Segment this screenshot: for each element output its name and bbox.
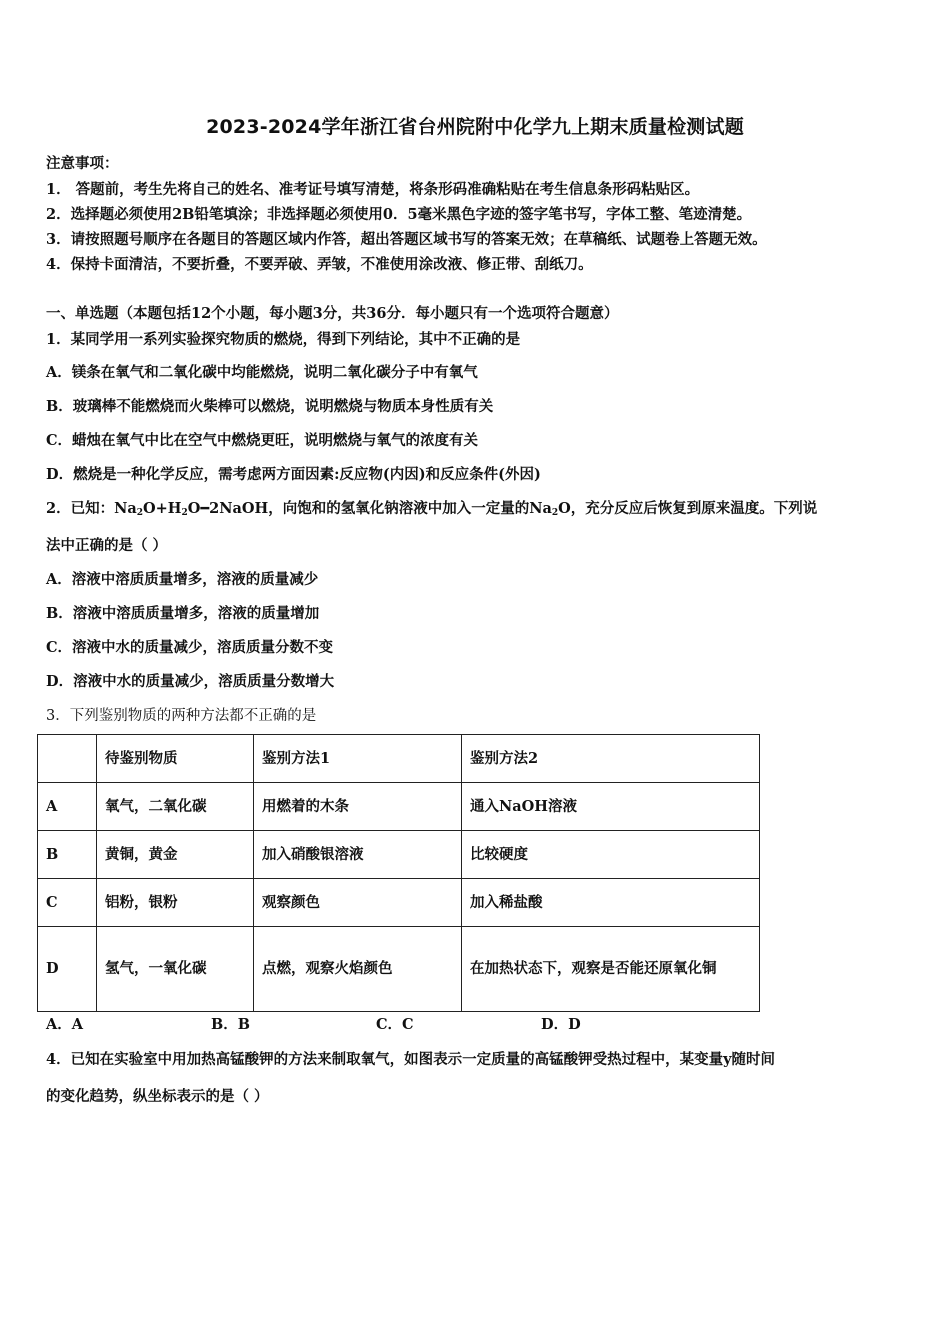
q4-stem-line-2: 的变化趋势，纵坐标表示的是（ ） [46, 1088, 269, 1105]
q2-option-b: B．溶液中溶质质量增多，溶液的质量增加 [46, 605, 320, 622]
q2-stem-part-d: O，充分反应后恢复到原来温度。下列说 [558, 500, 818, 517]
table-header-cell: 鉴别方法2 [462, 735, 760, 783]
table-row [38, 927, 760, 1012]
table-cell: D [38, 927, 97, 1012]
table-cell: C [38, 879, 97, 927]
q2-option-c: C．溶液中水的质量减少，溶质质量分数不变 [46, 639, 334, 656]
page-title: 2023-2024学年浙江省台州院附中化学九上期末质量检测试题 [206, 116, 744, 138]
q2-option-d: D．溶液中水的质量减少，溶质质量分数增大 [46, 673, 335, 690]
q1-option-d: D．燃烧是一种化学反应，需考虑两方面因素:反应物(内因)和反应条件(外因) [46, 466, 541, 483]
q1-option-b: B．玻璃棒不能燃烧而火柴棒可以燃烧，说明燃烧与物质本身性质有关 [46, 398, 494, 415]
table-row [38, 783, 760, 831]
q3-answer-b: B．B [211, 1016, 251, 1033]
notice-item-4: 4．保持卡面清洁，不要折叠，不要弄破、弄皱，不准使用涂改液、修正带、刮纸刀。 [46, 256, 593, 273]
table-cell: 铝粉，银粉 [97, 879, 254, 927]
q2-stem-part-b: O+H [143, 500, 182, 517]
q1-option-a: A．镁条在氧气和二氧化碳中均能燃烧，说明二氧化碳分子中有氧气 [46, 364, 478, 381]
table-header-cell: 待鉴别物质 [97, 735, 254, 783]
notice-item-3: 3．请按照题号顺序在各题目的答题区域内作答，超出答题区域书写的答案无效；在草稿纸、试题卷上答题无效。 [46, 231, 767, 248]
table-header-cell: 鉴别方法1 [254, 735, 462, 783]
table-header-row [38, 735, 760, 783]
table-cell: 通入NaOH溶液 [462, 783, 760, 831]
table-cell: 用燃着的木条 [254, 783, 462, 831]
q2-stem-part-c: O━2NaOH，向饱和的氢氧化钠溶液中加入一定量的Na [187, 500, 552, 517]
q4-stem-line-1: 4．已知在实验室中用加热高锰酸钾的方法来制取氧气，如图表示一定质量的高锰酸钾受热过程中，某变量y随时间 [46, 1051, 776, 1068]
q2-option-a: A．溶液中溶质质量增多，溶液的质量减少 [46, 571, 319, 588]
subscript-2: 2 [181, 508, 188, 518]
q2-stem [46, 497, 817, 518]
table-cell: 加入稀盐酸 [462, 879, 760, 927]
q3-stem: 3．下列鉴别物质的两种方法都不正确的是 [46, 708, 317, 724]
q2-stem-part-a: 2．已知：Na [46, 500, 137, 517]
table-cell: 加入硝酸银溶液 [254, 831, 462, 879]
q3-answer-c: C．C [376, 1016, 414, 1033]
table-header-cell [38, 735, 97, 783]
table-cell: 氢气，一氧化碳 [97, 927, 254, 1012]
q3-answer-a: A．A [46, 1016, 84, 1033]
subscript-2: 2 [551, 508, 559, 518]
q3-answer-d: D．D [541, 1016, 581, 1033]
table-cell: 氧气，二氧化碳 [97, 783, 254, 831]
q3-table [37, 734, 760, 1012]
table-cell: 比较硬度 [462, 831, 760, 879]
q1-option-c: C．蜡烛在氧气中比在空气中燃烧更旺，说明燃烧与氧气的浓度有关 [46, 432, 479, 449]
table-row [38, 831, 760, 879]
notice-item-2: 2．选择题必须使用2B铅笔填涂；非选择题必须使用0．5毫米黑色字迹的签字笔书写，字体工整、笔迹清楚。 [46, 206, 752, 223]
q2-stem-line-2: 法中正确的是（ ） [46, 537, 168, 554]
table-cell: 点燃，观察火焰颜色 [254, 927, 462, 1012]
table-cell: A [38, 783, 97, 831]
notice-heading: 注意事项： [46, 155, 119, 172]
table-cell: 黄铜，黄金 [97, 831, 254, 879]
notice-item-1: 1． 答题前，考生先将自己的姓名、准考证号填写清楚，将条形码准确粘贴在考生信息条形码粘贴区。 [46, 181, 700, 198]
table-cell: 在加热状态下，观察是否能还原氧化铜 [462, 927, 760, 1012]
table-row [38, 879, 760, 927]
subscript-2: 2 [136, 508, 144, 518]
table-cell: 观察颜色 [254, 879, 462, 927]
q1-stem: 1．某同学用一系列实验探究物质的燃烧，得到下列结论，其中不正确的是 [46, 331, 521, 348]
table-cell: B [38, 831, 97, 879]
section-heading: 一、单选题（本题包括12个小题，每小题3分，共36分．每小题只有一个选项符合题意） [46, 305, 619, 322]
